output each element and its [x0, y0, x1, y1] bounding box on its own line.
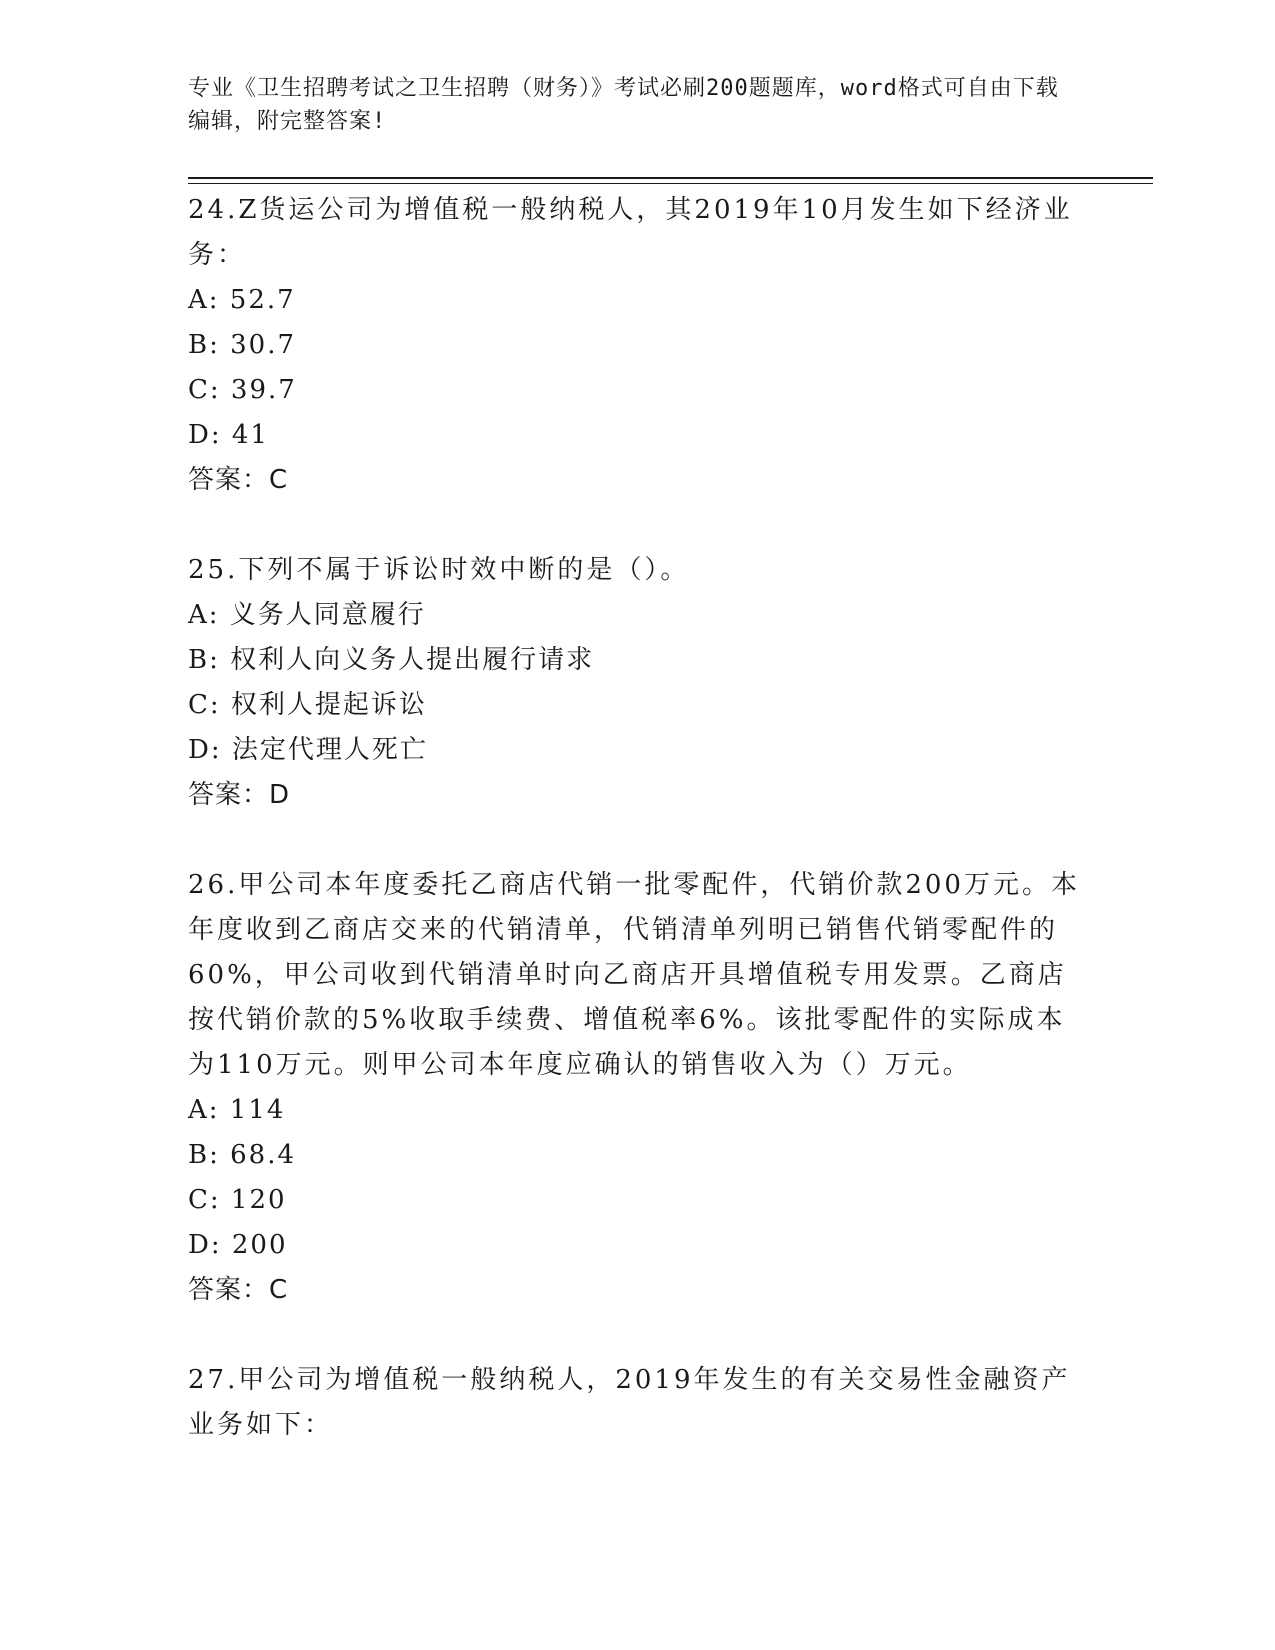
answer-line: 答案：D [188, 780, 291, 810]
question-27 [188, 1358, 1088, 1448]
option-a: A: 52.7 [188, 285, 296, 315]
question-text: 25.下列不属于诉讼时效中断的是（）。 [188, 555, 690, 585]
document-header: 专业《卫生招聘考试之卫生招聘（财务）》考试必刷200题题库，word格式可自由下载编辑，附完整答案! [188, 76, 1059, 134]
spacer [188, 1313, 1088, 1358]
option-b: B: 权利人向义务人提出履行请求 [188, 645, 595, 675]
question-text: 24.Z货运公司为增值税一般纳税人，其2019年10月发生如下经济业务： [188, 195, 1073, 270]
option-c: C: 120 [188, 1185, 287, 1215]
option-c: C: 权利人提起诉讼 [188, 690, 427, 720]
answer-line: 答案：C [188, 465, 289, 495]
option-c: C: 39.7 [188, 375, 297, 405]
question-25 [188, 548, 1088, 863]
option-b: B: 68.4 [188, 1140, 297, 1170]
option-d: D: 41 [188, 420, 269, 450]
question-26 [188, 863, 1088, 1358]
question-text: 27.甲公司为增值税一般纳税人，2019年发生的有关交易性金融资产业务如下： [188, 1365, 1071, 1440]
question-text: 26.甲公司本年度委托乙商店代销一批零配件，代销价款200万元。本年度收到乙商店交来的代销清单，代销清单列明已销售代销零配件的60%，甲公司收到代销清单时向乙商店开具增值税专用发票。乙商店按代销价款的5%收取手续费、增值税率6%。该批零配件的实际成本为110万元。则甲公司本年度应确认的销售收入为（）万元。 [188, 870, 1080, 1080]
spacer [188, 818, 1088, 863]
answer-line: 答案：C [188, 1275, 289, 1305]
option-b: B: 30.7 [188, 330, 297, 360]
option-a: A: 义务人同意履行 [188, 600, 426, 630]
question-24 [188, 188, 1088, 548]
spacer [188, 503, 1088, 548]
option-a: A: 114 [188, 1095, 286, 1125]
header-divider-thin [188, 183, 1153, 184]
option-d: D: 法定代理人死亡 [188, 735, 428, 765]
question-list [188, 188, 1088, 1448]
option-d: D: 200 [188, 1230, 288, 1260]
header-divider-thick [188, 177, 1153, 179]
